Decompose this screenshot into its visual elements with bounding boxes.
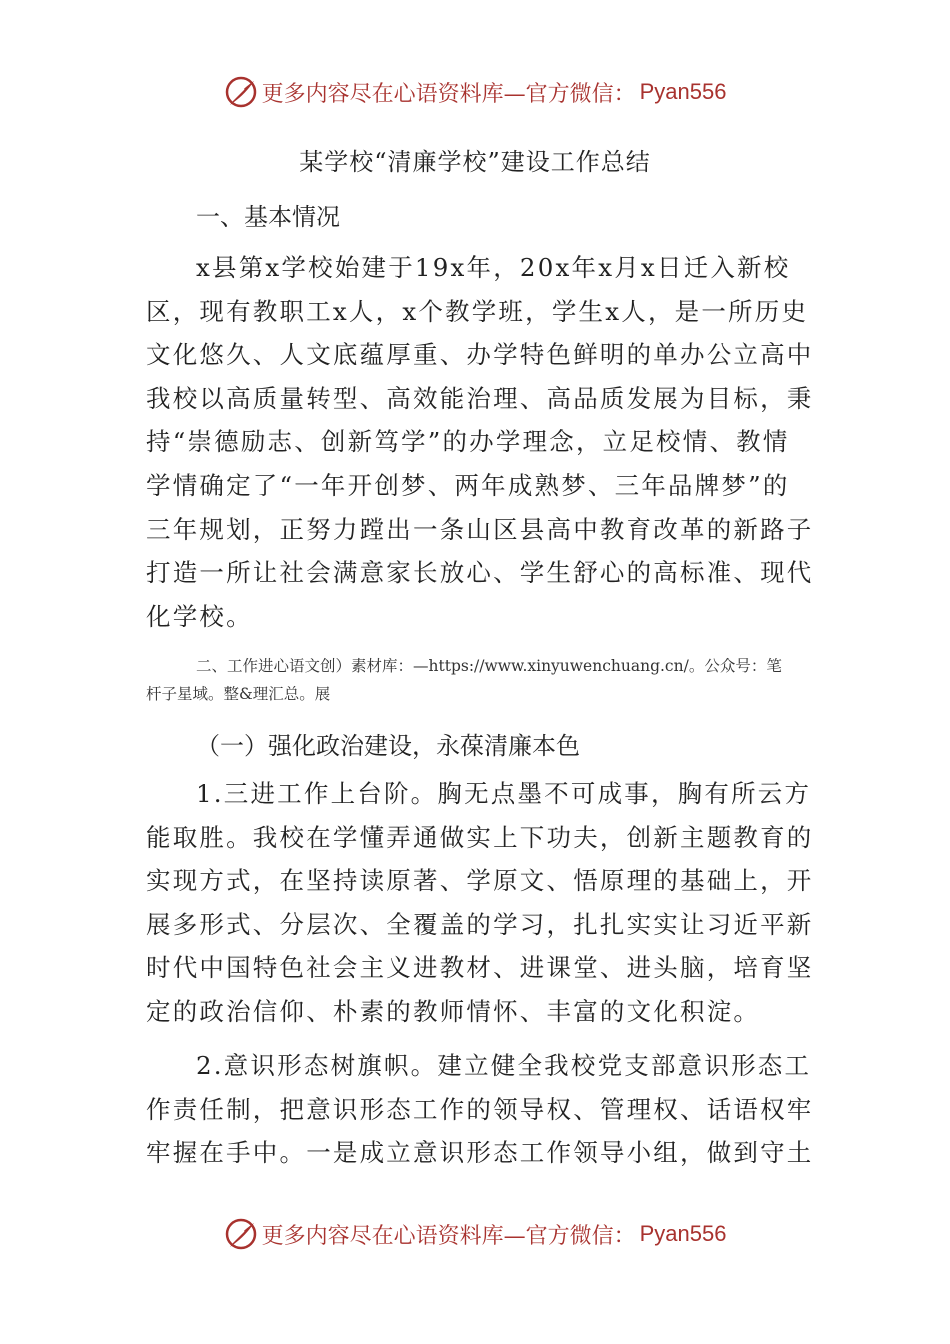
small-text-line: 杆子星域。整&理汇总。展	[146, 685, 331, 703]
text-line: 1.三进工作上台阶。胸无点墨不可成事，胸有所云方	[196, 779, 812, 808]
wechat-account: Pyan556	[639, 1221, 727, 1246]
section-heading-work	[146, 652, 808, 708]
text-line: x县第x学校始建于19x年，20x年x月x日迁入新校	[196, 253, 791, 282]
watermark-text: 更多内容尽在心语资料库—官方微信：	[261, 1223, 636, 1249]
paragraph-item-2	[146, 1044, 814, 1175]
text-line: 牢握在手中。一是成立意识形态工作领导小组，做到守土	[146, 1138, 814, 1168]
text-line: 学情确定了“一年开创梦、两年成熟梦、三年品牌梦”的	[146, 470, 790, 500]
small-text-line: 二、工作进心语文创）素材库：—https://www.xinyuwenchuang.cn/。公众号：笔	[196, 657, 782, 675]
paragraph-item-1	[146, 772, 814, 1034]
text-line: 能取胜。我校在学懂弄通做实上下功夫，创新主题教育的	[146, 822, 814, 852]
watermark-banner-bottom	[0, 1214, 950, 1254]
text-line: 文化悠久、人文底蕴厚重、办学特色鲜明的单办公立高中	[146, 340, 814, 370]
subsection-heading-politics: （一）强化政治建设，永葆清廉本色	[196, 732, 580, 760]
document-title: 某学校“清廉学校”建设工作总结	[299, 148, 651, 176]
text-line: 我校以高质量转型、高效能治理、高品质发展为目标，秉	[146, 383, 814, 413]
text-line: 三年规划，正努力蹚出一条山区县高中教育改革的新路子	[146, 514, 814, 544]
quill-logo-icon	[224, 75, 258, 109]
text-line: 时代中国特色社会主义进教材、进课堂、进头脑，培育坚	[146, 953, 814, 983]
wechat-account: Pyan556	[639, 79, 727, 104]
section-heading-basic: 一、基本情况	[196, 203, 340, 231]
watermark-text: 更多内容尽在心语资料库—官方微信：	[261, 81, 636, 107]
text-line: 化学校。	[146, 601, 253, 631]
paragraph-basic-info	[146, 246, 814, 638]
text-line: 实现方式，在坚持读原著、学原文、悟原理的基础上，开	[146, 866, 814, 896]
text-line: 展多形式、分层次、全覆盖的学习，扎扎实实让习近平新	[146, 909, 814, 939]
text-line: 2.意识形态树旗帜。建立健全我校党支部意识形态工	[196, 1051, 812, 1080]
text-line: 区，现有教职工x人，x个教学班，学生x人，是一所历史	[146, 296, 809, 326]
text-line: 作责任制，把意识形态工作的领导权、管理权、话语权牢	[146, 1094, 814, 1124]
watermark-banner-top	[0, 72, 950, 112]
text-line: 定的政治信仰、朴素的教师情怀、丰富的文化积淀。	[146, 996, 761, 1026]
quill-logo-icon	[224, 1217, 258, 1251]
text-line: 打造一所让社会满意家长放心、学生舒心的高标准、现代	[146, 558, 814, 588]
text-line: 持“崇德励志、创新笃学”的办学理念，立足校情、教情	[146, 427, 790, 457]
